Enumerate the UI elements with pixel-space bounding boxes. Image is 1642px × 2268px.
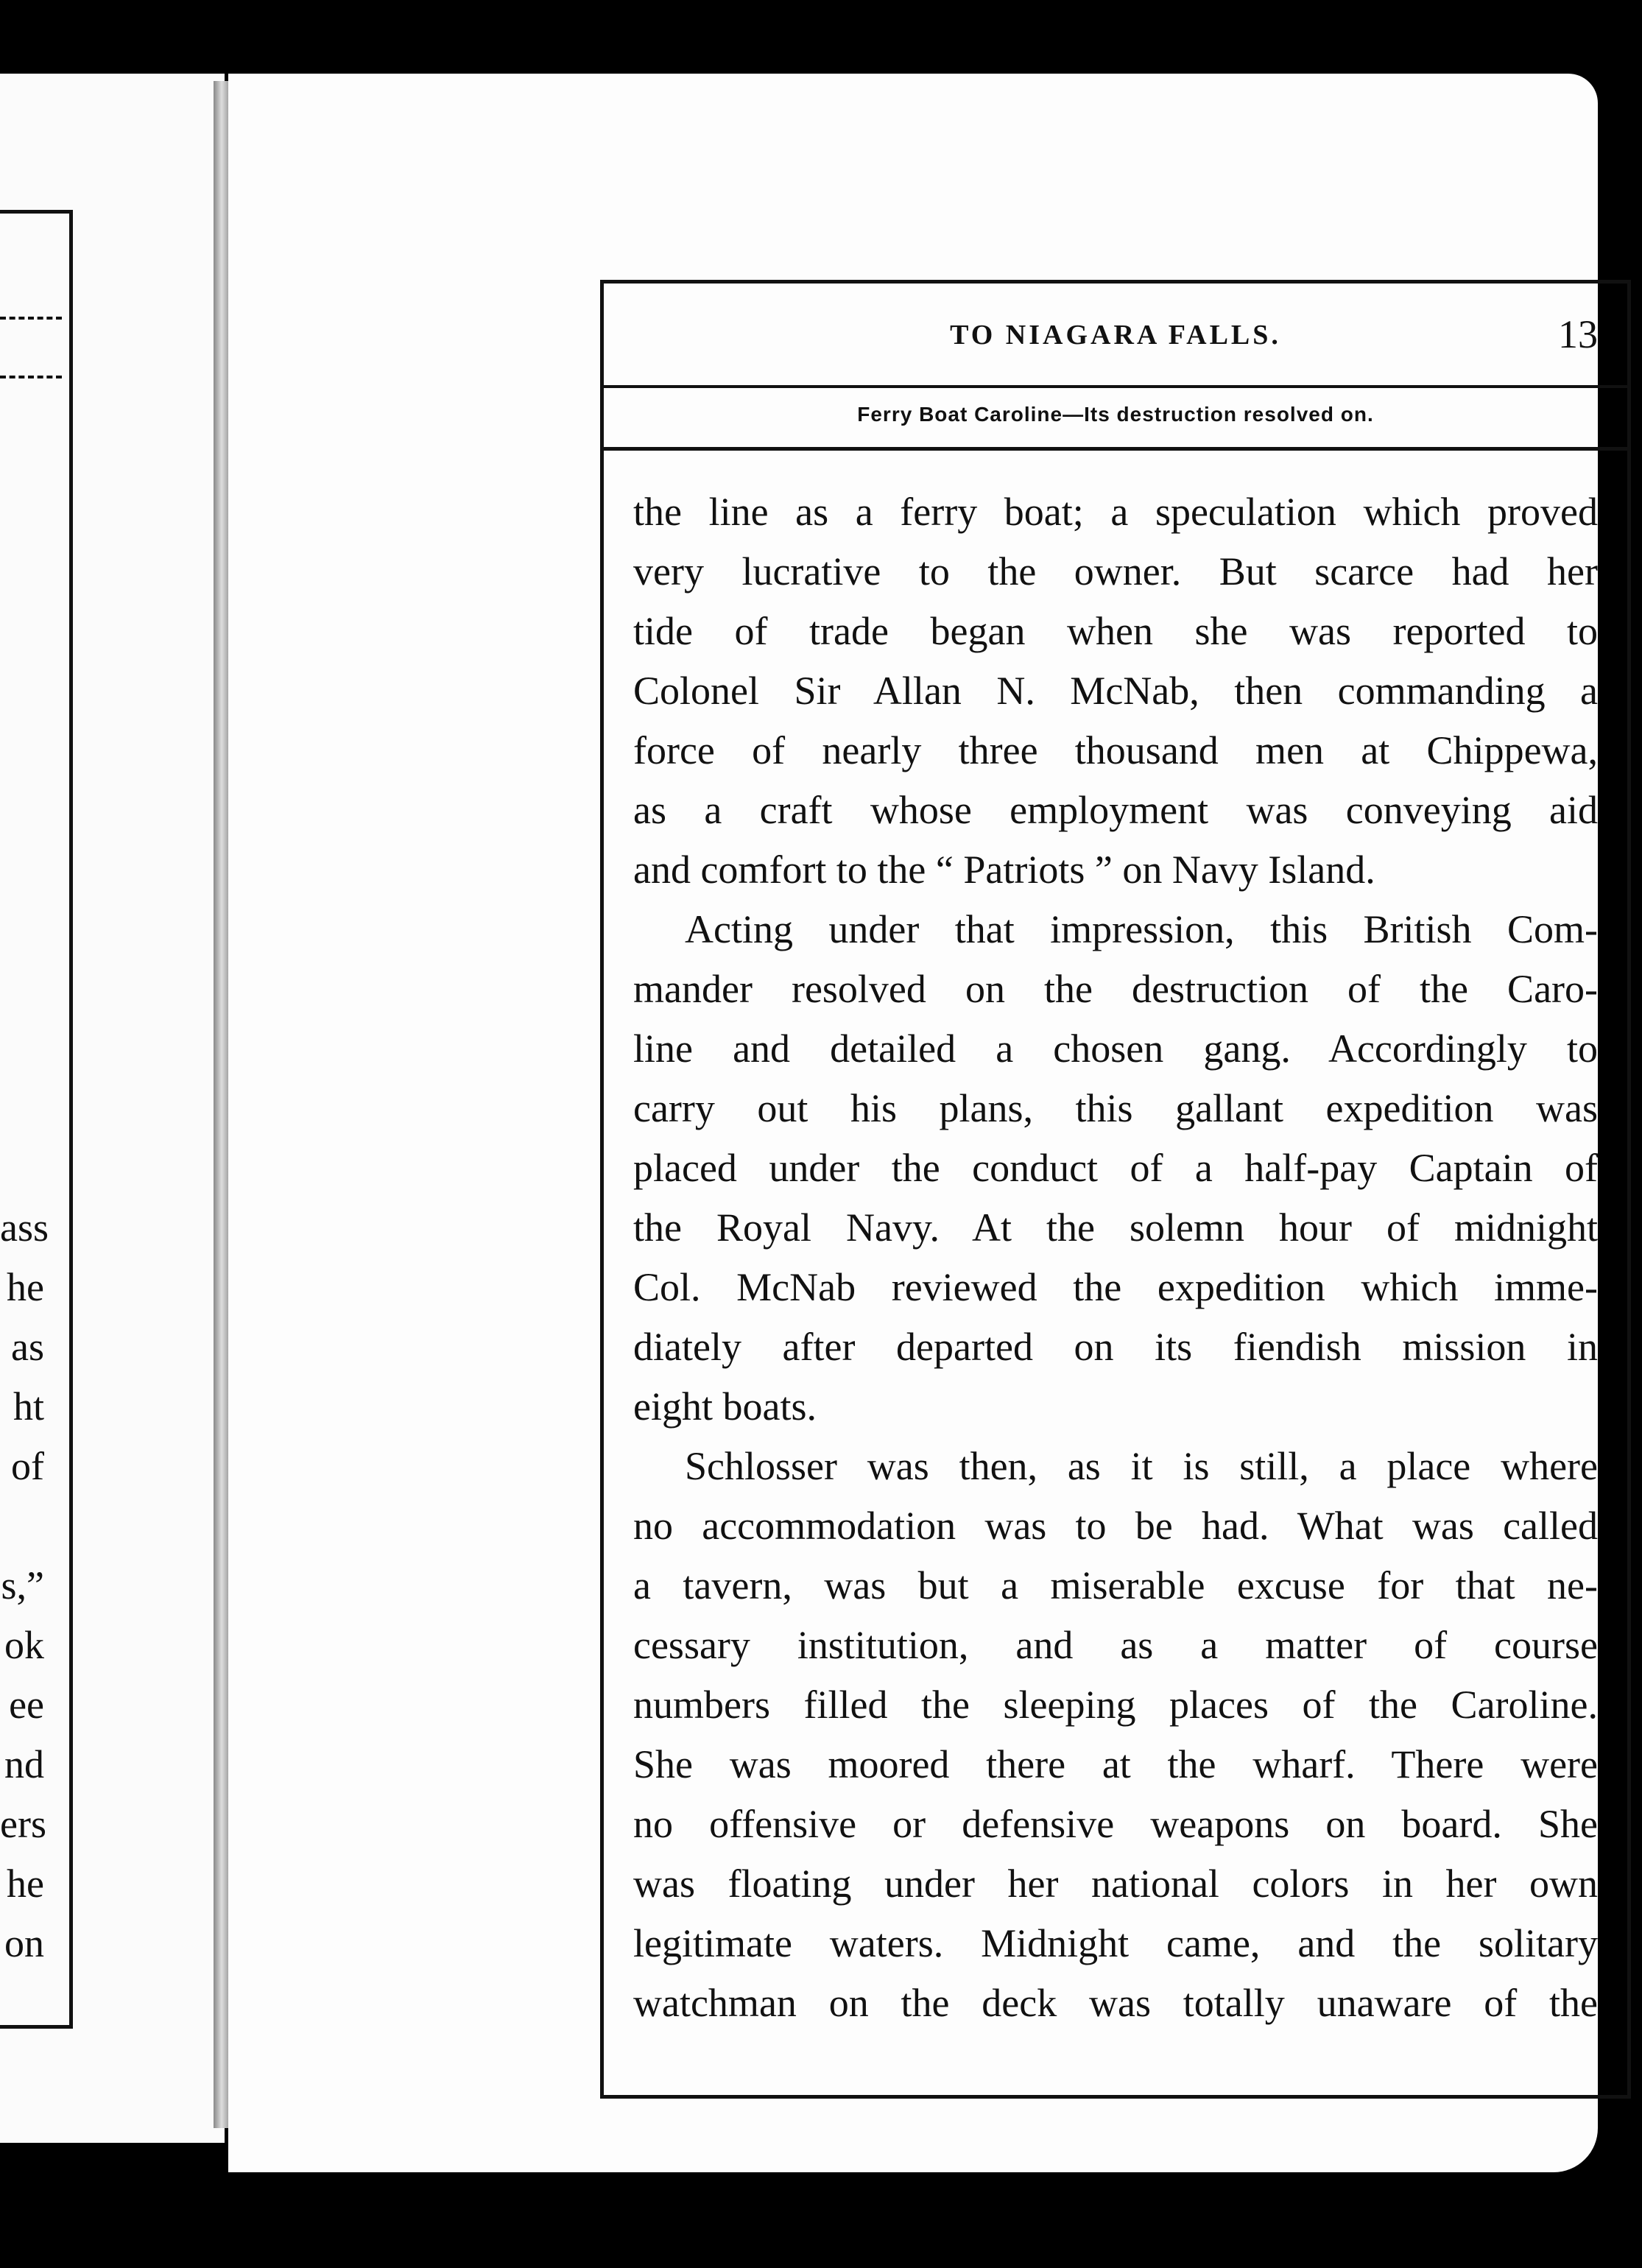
text-line: placed under the conduct of a half-pay Captain of [633,1146,1598,1190]
text-line: cessary institution, and as a matter of course [633,1623,1598,1667]
text-line: carry out his plans, this gallant expedition was [633,1086,1598,1130]
previous-page-fragment: ass [0,1205,49,1250]
text-line: the Royal Navy. At the solemn hour of midnight [633,1205,1598,1250]
text-line: very lucrative to the owner. But scarce had her [633,549,1598,594]
previous-page-rule [0,317,62,320]
subhead-rule [604,447,1627,451]
text-line: She was moored there at the wharf. There were [633,1742,1598,1786]
previous-page-fragment: he [7,1862,44,1906]
previous-page-fragment: on [4,1921,44,1965]
text-line: mander resolved on the destruction of the Caro- [633,967,1598,1011]
previous-page-fragment: as [11,1325,44,1369]
previous-page-fragment: ok [4,1623,44,1667]
text-line: numbers filled the sleeping places of the Caroline. [633,1683,1598,1727]
page-number: 13 [1558,312,1598,356]
text-line: force of nearly three thousand men at Chippewa, [633,728,1598,772]
previous-page-fragment: s,” [1,1563,44,1607]
text-line: Colonel Sir Allan N. McNab, then commanding a [633,669,1598,713]
previous-page-fragment: ers [0,1802,46,1846]
text-line: Col. McNab reviewed the expedition which imme- [633,1265,1598,1309]
page-frame [600,280,1631,2099]
previous-page-fragment: nd [4,1742,44,1786]
text-line: Schlosser was then, as it is still, a place where [685,1444,1598,1488]
header-rule [604,385,1627,388]
text-line: tide of trade began when she was reported to [633,609,1598,653]
text-line: no accommodation was to be had. What was called [633,1504,1598,1548]
text-line: diately after departed on its fiendish mission in [633,1325,1598,1369]
previous-page-fragment: he [7,1265,44,1309]
text-line: watchman on the deck was totally unaware of the [633,1981,1598,2025]
text-line: line and detailed a chosen gang. Accordingly to [633,1026,1598,1071]
previous-page-fragment: ht [13,1384,44,1429]
text-line: Acting under that impression, this British Com- [685,907,1598,951]
text-line: legitimate waters. Midnight came, and the solitary [633,1921,1598,1965]
previous-page-fragment: ee [9,1683,44,1727]
previous-page [0,74,225,2143]
previous-page-fragment: of [11,1444,44,1488]
book-page [228,74,1598,2172]
book-spine [214,81,230,2128]
section-subhead: Ferry Boat Caroline—Its destruction resolved on. [857,403,1374,426]
text-line: and comfort to the “ Patriots ” on Navy Island. [633,848,1375,892]
text-line: the line as a ferry boat; a speculation which proved [633,490,1598,534]
text-line: a tavern, was but a miserable excuse for that ne- [633,1563,1598,1607]
page-header [604,284,1627,426]
text-line: eight boats. [633,1384,817,1429]
running-head: TO NIAGARA FALLS. [950,320,1281,351]
text-line: as a craft whose employment was conveying aid [633,788,1598,832]
body-text [633,482,1598,2033]
previous-page-rule [0,376,62,378]
text-line: no offensive or defensive weapons on board. She [633,1802,1598,1846]
text-line: was floating under her national colors in her own [633,1862,1598,1906]
